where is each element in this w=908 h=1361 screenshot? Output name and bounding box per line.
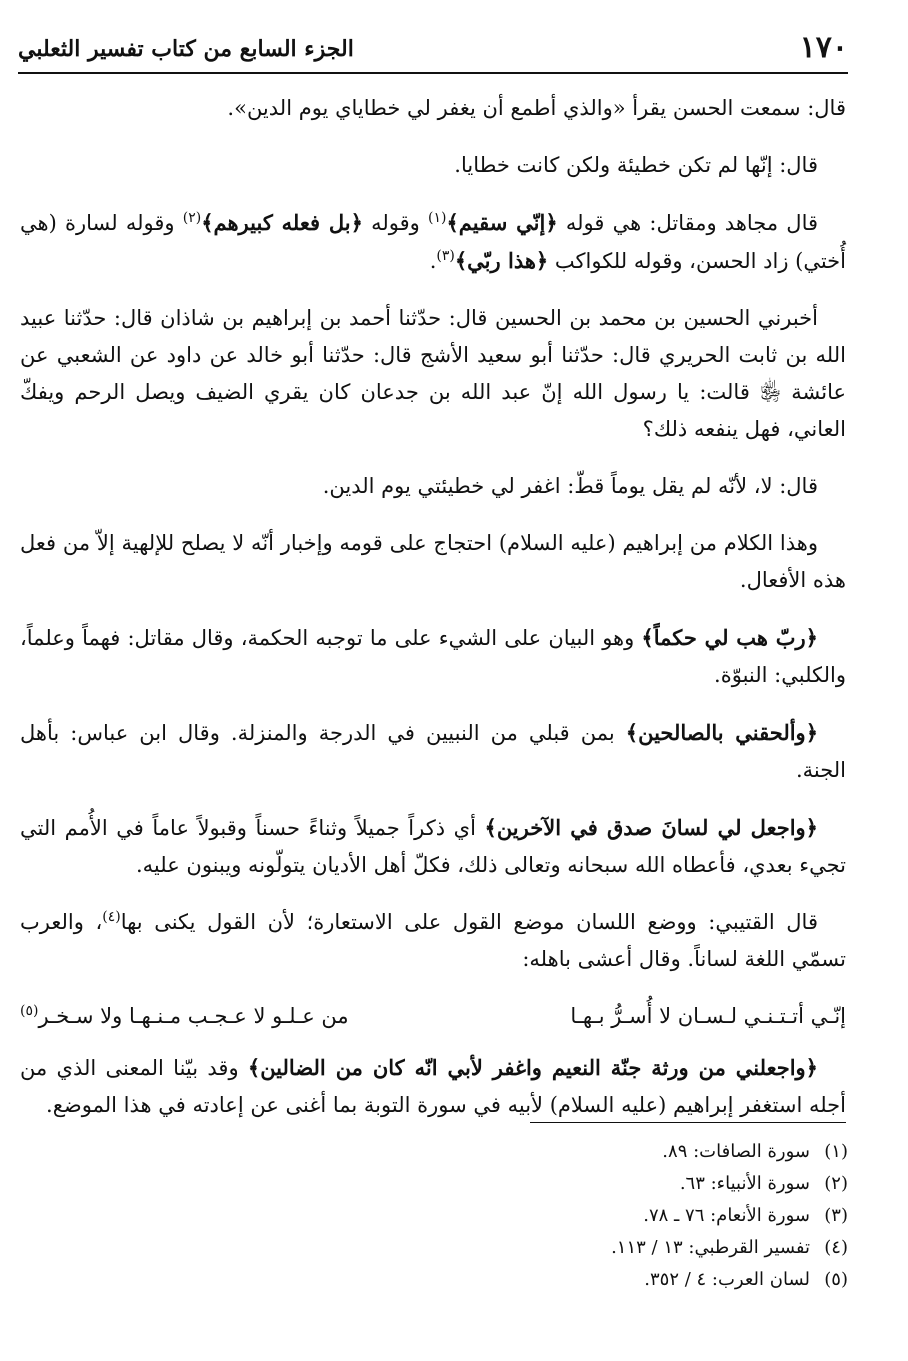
text-run: أخبرني الحسين بن محمد بن الحسين قال: حدّثنا أحمد بن إبراهيم بن شاذان قال: حدّثنا عبيد الله بن ثابت الحريري قال: حدّثنا أبو سعيد الأشج قال: حدّثنا أبو خالد عن داود عن الشعبي عن عائشة ﵂ قالت: يا رسول الله إنّ عبد الله بن جدعان كان يقري الضيف ويصل الرحم ويفكّ العاني، فهل ينفعه ذلك؟ (20, 306, 846, 441)
quran-quote: ﴿واجعلني من ورثة جنّة النعيم واغفر لأبي انّه كان من الضالين﴾ (247, 1055, 818, 1080)
footnote-text: سورة الأنعام: ٧٦ ـ ٧٨. (643, 1205, 810, 1226)
footnote-text: سورة الصافات: ٨٩. (662, 1141, 810, 1162)
footnote-text: لسان العرب: ٤ / ٣٥٢. (644, 1269, 810, 1290)
footnote-ref: (٣) (436, 248, 455, 264)
text-run: قال مجاهد ومقاتل: هي قوله (557, 211, 819, 235)
quran-quote: ﴿إنّي سقيم﴾ (446, 210, 558, 235)
text-run: قال: إنّها لم تكن خطيئة ولكن كانت خطايا. (454, 153, 818, 177)
verse-second-text: من عـلـو لا عـجـب مـنـهـا ولا سـخـر (38, 1004, 349, 1028)
footnote-number: (١) (824, 1141, 848, 1162)
text-run: . (429, 249, 437, 273)
footnote-ref: (١) (428, 210, 447, 226)
text-run: وهو البيان على الشيء على ما توجبه الحكمة، وقال مقاتل: فهماً وعلماً، والكلبي: النبوّة. (20, 626, 846, 687)
footnote-text: سورة الأنبياء: ٦٣. (679, 1173, 810, 1194)
text-run: أي ذكراً جميلاً وثناءً حسناً وقبولاً عاماً في الأُمم التي تجيء بعدي، فأعطاه الله سبحانه وتعالى ذلك، فكلّ أهل الأديان يتولّونه ويبنون عليه. (20, 816, 846, 877)
page-number: ١٧٠ (799, 30, 848, 65)
paragraph (20, 809, 846, 884)
footnotes (488, 1136, 848, 1296)
quran-quote: ﴿بل فعله كبيرهم﴾ (201, 210, 363, 235)
footnote-text: تفسير القرطبي: ١٣ / ١١٣. (611, 1237, 810, 1258)
paragraph (20, 147, 846, 184)
final-paragraph (20, 1049, 846, 1124)
page-header (18, 28, 848, 72)
footnote-number: (٤) (824, 1237, 848, 1258)
footnote-item (488, 1136, 848, 1168)
footnote-ref: (٢) (182, 210, 202, 226)
main-text (20, 90, 846, 1144)
quran-quote: ﴿واجعل لي لسانَ صدق في الآخرين﴾ (484, 815, 818, 840)
paragraph (20, 90, 846, 127)
footnote-item (488, 1168, 848, 1200)
text-run: ، والعرب تسمّي اللغة لساناً. وقال أعشى باهله: (20, 910, 846, 971)
paragraph-list (20, 90, 846, 978)
text-run: قال القتيبي: ووضع اللسان موضع القول على الاستعارة؛ لأن القول يكنى بها (120, 910, 818, 934)
footnote-number: (٥) (824, 1269, 848, 1290)
quran-quote: ﴿هذا ربّي﴾ (454, 248, 549, 273)
footnote-number: (٣) (824, 1205, 848, 1226)
running-title: الجزء السابع من كتاب تفسير الثعلبي (18, 36, 354, 62)
verse-first-hemistich: إنّـي أتـتـنـي لـسـان لا أُسـرُّ بـهـا (570, 1004, 846, 1028)
text-run: وقد بيّنا المعنى الذي من أجله استغفر إبراهيم (عليه السلام) لأبيه في سورة التوبة بما أغنى عن إعادته في هذا الموضع. (20, 1056, 846, 1117)
text-run: قال: سمعت الحسن يقرأ «والذي أطمع أن يغفر لي خطاياي يوم الدين». (227, 96, 846, 120)
footnote-ref: (٥) (20, 1003, 39, 1019)
paragraph (20, 904, 846, 978)
final-paragraph-container (20, 1049, 846, 1124)
footnote-rule (530, 1122, 846, 1123)
text-run: بمن قبلي من النبيين في الدرجة والمنزلة. وقال ابن عباس: بأهل الجنة. (20, 721, 846, 782)
paragraph (20, 525, 846, 599)
text-run: وقوله لسارة (هي أُختي) زاد الحسن، وقوله للكواكب (20, 211, 846, 273)
text-run: وهذا الكلام من إبراهيم (عليه السلام) احتجاج على قومه وإخبار أنّه لا يصلح للإلهية إلاّ من فعل هذه الأفعال. (20, 531, 846, 592)
footnote-item (488, 1200, 848, 1232)
footnote-item (488, 1232, 848, 1264)
paragraph (20, 714, 846, 789)
quran-quote: ﴿ربّ هب لي حكماً﴾ (641, 625, 818, 650)
text-run: وقوله (362, 211, 429, 235)
paragraph (20, 300, 846, 448)
footnote-ref: (٤) (102, 909, 121, 925)
paragraph (20, 204, 846, 280)
poetry-verse (20, 998, 846, 1035)
footnote-item (488, 1264, 848, 1296)
header-rule (18, 72, 848, 74)
paragraph (20, 468, 846, 505)
text-run: قال: لا، لأنّه لم يقل يوماً قطّ: اغفر لي خطيئتي يوم الدين. (322, 474, 818, 498)
quran-quote: ﴿وألحقني بالصالحين﴾ (625, 720, 818, 745)
footnote-number: (٢) (824, 1173, 848, 1194)
paragraph (20, 619, 846, 694)
verse-second-hemistich (20, 998, 349, 1035)
